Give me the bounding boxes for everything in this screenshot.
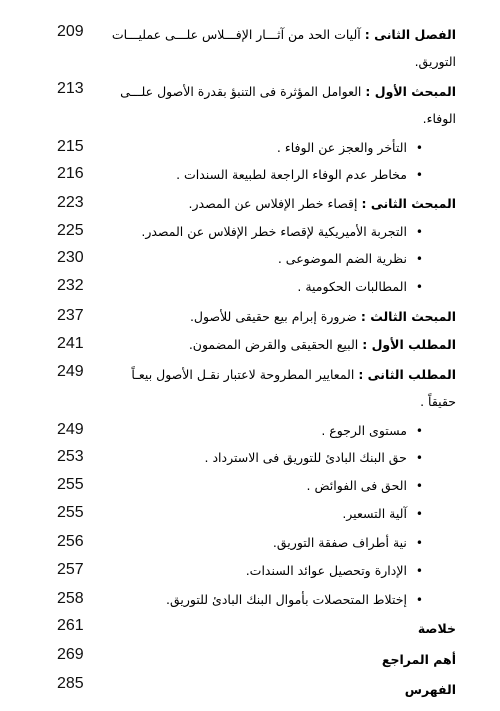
entry-title <box>418 618 456 640</box>
page-number: 223 <box>57 194 84 211</box>
page-number: 225 <box>57 222 84 239</box>
bullet-icon: • <box>415 564 423 578</box>
entry-title <box>382 649 456 671</box>
entry-title <box>278 248 423 270</box>
bullet-icon: • <box>415 507 423 521</box>
page-number: 257 <box>57 561 84 578</box>
bullet-icon: • <box>415 225 423 239</box>
entry-text: حق البنك البادئ للتوريق فى الاسترداد . <box>204 450 407 465</box>
entry-text: خلاصة <box>417 621 456 636</box>
entry-text: إختلاط المتحصلات بأموال البنك البادئ للتوريق. <box>165 592 407 607</box>
page-number: 253 <box>57 448 84 465</box>
entry-title <box>273 532 423 554</box>
entry-title <box>307 475 423 497</box>
entry-title <box>141 221 423 243</box>
entry-title <box>405 679 456 701</box>
entry-title <box>104 78 456 132</box>
entry-text: الإدارة وتحصيل عوائد السندات. <box>245 563 407 578</box>
bullet-icon: • <box>415 593 423 607</box>
entry-title <box>277 137 423 159</box>
page-number: 232 <box>57 277 84 294</box>
page-number: 230 <box>57 249 84 266</box>
entry-text: الفهرس <box>404 682 456 697</box>
entry-text: نية أطراف صفقة التوريق. <box>272 535 407 550</box>
entry-title <box>166 589 423 611</box>
page-number: 256 <box>57 533 84 550</box>
page-number: 216 <box>57 165 84 182</box>
page-number: 269 <box>57 646 84 663</box>
entry-title <box>297 276 423 298</box>
entry-text: إقصاء خطر الإفلاس عن المصدر. <box>188 196 358 211</box>
bullet-icon: • <box>415 252 423 266</box>
bullet-icon: • <box>415 141 423 155</box>
entry-label: المبحث الثانى : <box>361 196 456 211</box>
page-number: 249 <box>57 421 84 438</box>
page-number: 209 <box>57 23 84 40</box>
entry-text: العوامل المؤثرة فى التنبؤ بقدرة الأصول علـــى الوفاء. <box>120 84 456 126</box>
entry-text: أهم المراجع <box>381 652 456 667</box>
page-number: 255 <box>57 504 84 521</box>
page-number: 249 <box>57 363 84 380</box>
bullet-icon: • <box>415 168 423 182</box>
entry-text: نظرية الضم الموضوعى . <box>277 251 407 266</box>
page-number: 241 <box>57 335 84 352</box>
bullet-icon: • <box>415 451 423 465</box>
entry-text: البيع الحقيقى والقرض المضمون. <box>188 337 359 352</box>
page-number: 285 <box>57 675 84 692</box>
entry-title <box>176 164 423 186</box>
entry-label: المبحث الأول : <box>365 84 456 99</box>
entry-text: الحق فى الفوائض . <box>306 478 407 493</box>
page-number: 237 <box>57 307 84 324</box>
entry-title <box>190 306 456 328</box>
entry-label: المبحث الثالث : <box>360 309 456 324</box>
entry-text: التجربة الأميريكية لإقصاء خطر الإفلاس عن المصدر. <box>141 224 407 239</box>
entry-title <box>321 420 423 442</box>
bullet-icon: • <box>415 479 423 493</box>
entry-label: المطلب الأول : <box>362 337 456 352</box>
bullet-icon: • <box>415 536 423 550</box>
entry-text: آليات الحد من آثـــار الإفـــلاس علـــى عمليـــات التوريق. <box>111 27 456 69</box>
entry-label: الفصل الثانى : <box>364 27 456 42</box>
entry-title <box>342 503 423 525</box>
bullet-icon: • <box>415 424 423 438</box>
entry-text: التأخر والعجز عن الوفاء . <box>276 140 407 155</box>
entry-text: المعايير المطروحة لاعتبار نقـل الأصول بيعـاً حقيقاً . <box>131 367 456 409</box>
entry-text: مستوى الرجوع . <box>321 423 407 438</box>
entry-title <box>205 447 423 469</box>
page-number: 215 <box>57 138 84 155</box>
page-number: 258 <box>57 590 84 607</box>
entry-text: المطالبات الحكومية . <box>297 279 407 294</box>
entry-label: المطلب الثانى : <box>358 367 456 382</box>
bullet-icon: • <box>415 280 423 294</box>
entry-text: آلية التسعير. <box>342 506 407 521</box>
entry-title <box>104 361 456 415</box>
entry-title <box>189 193 456 215</box>
entry-title <box>189 334 456 356</box>
entry-text: ضرورة إبرام بيع حقيقى للأصول. <box>189 309 357 324</box>
page-number: 213 <box>57 80 84 97</box>
entry-title <box>246 560 423 582</box>
page-number: 255 <box>57 476 84 493</box>
entry-text: مخاطر عدم الوفاء الراجعة لطبيعة السندات . <box>176 167 407 182</box>
page-number: 261 <box>57 617 84 634</box>
entry-title <box>104 21 456 75</box>
